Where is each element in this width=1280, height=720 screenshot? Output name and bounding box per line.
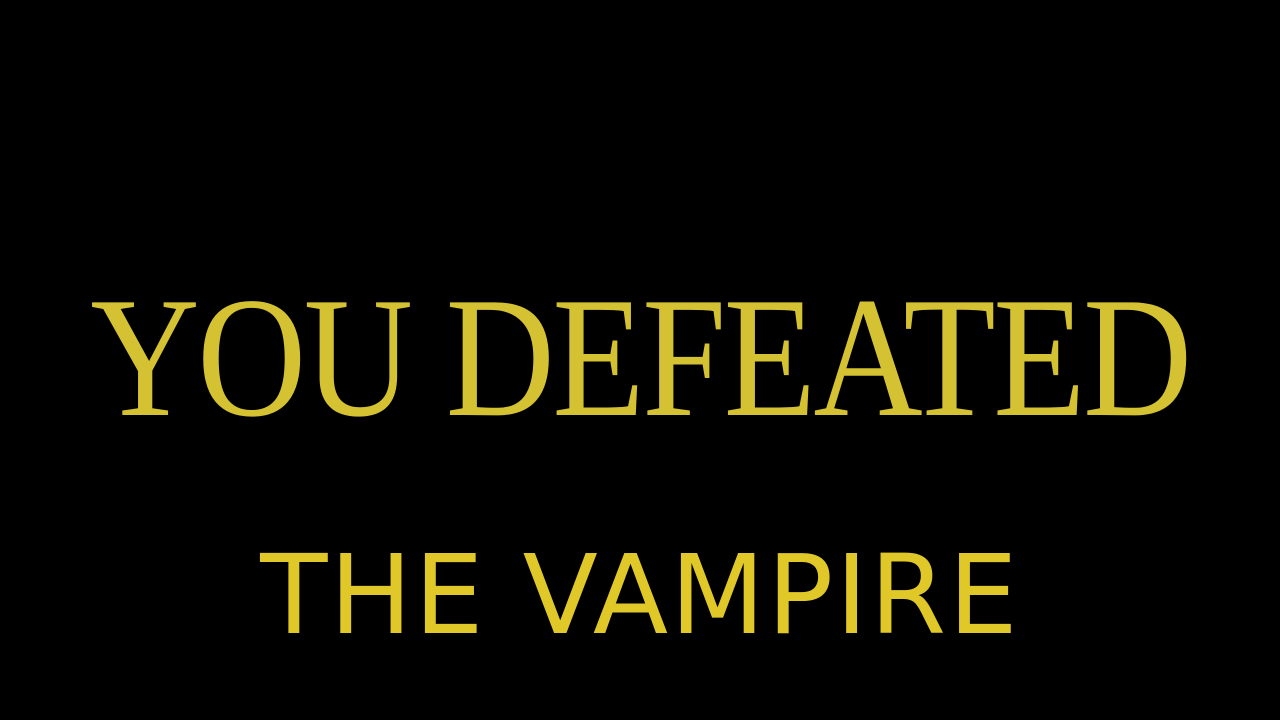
defeated-enemy-name: THE VAMPIRE: [260, 531, 1020, 659]
victory-headline: YOU DEFEATED: [90, 263, 1190, 453]
